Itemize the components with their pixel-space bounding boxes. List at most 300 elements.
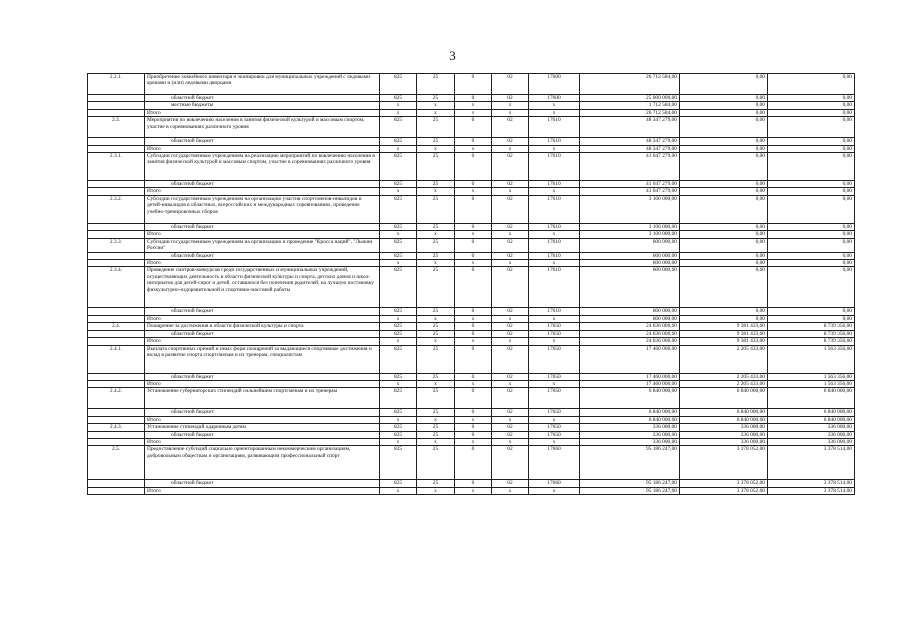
row-number-cell: 2.3.2.: [88, 195, 145, 223]
code-cell: 825: [380, 345, 417, 373]
amount-cell: 6 840 000,00: [580, 388, 680, 409]
code-cell: x: [492, 416, 529, 423]
code-cell: 825: [380, 95, 417, 102]
row-number-cell: [88, 308, 145, 315]
table-row: [88, 487, 855, 494]
row-number-cell: [88, 138, 145, 145]
code-cell: 25: [417, 95, 455, 102]
code-cell: 0: [455, 308, 492, 315]
code-cell: x: [455, 188, 492, 195]
code-cell: 825: [380, 138, 417, 145]
amount-cell: 8 739 356,00: [768, 323, 855, 330]
code-cell: 0: [455, 223, 492, 230]
code-cell: 17660: [529, 446, 580, 480]
description-cell: Итого: [145, 231, 380, 238]
row-number-cell: [88, 438, 145, 445]
code-cell: 0: [455, 74, 492, 95]
code-cell: x: [529, 338, 580, 345]
table-row: [88, 330, 855, 337]
code-cell: 17650: [529, 345, 580, 373]
description-cell: Субсидии государственным учреждениям на организацию и проведение "Кросса наций", "Лыжни России": [145, 238, 380, 252]
table-row: [88, 145, 855, 152]
code-cell: x: [417, 416, 455, 423]
code-cell: x: [417, 109, 455, 116]
amount-cell: 0,00: [768, 308, 855, 315]
code-cell: 02: [492, 345, 529, 373]
table-row: [88, 102, 855, 109]
table-row: [88, 388, 855, 409]
table-row: [88, 323, 855, 330]
amount-cell: 9 381 433,00: [680, 323, 768, 330]
amount-cell: 9 381 433,00: [680, 338, 768, 345]
table-row: [88, 95, 855, 102]
code-cell: 17610: [529, 308, 580, 315]
row-number-cell: 2.4.1.: [88, 345, 145, 373]
amount-cell: 600 000,00: [580, 238, 680, 252]
amount-cell: 1 563 356,00: [768, 380, 855, 387]
amount-cell: 0,00: [680, 260, 768, 267]
description-cell: Проведение смотров-конкурсов среди государственных и муниципальных учреждений, осуществляющих деятельность в области физической культуры и спорта, детских домов и школ-интернатов для детей-сирот и детей, оставшихся без попечения родителей, на лучшую постановку физкультурно-оздоровительной и спортивно-массовой работы: [145, 267, 380, 308]
code-cell: 17650: [529, 330, 580, 337]
code-cell: x: [492, 102, 529, 109]
table-row: [88, 424, 855, 431]
row-number-cell: [88, 95, 145, 102]
code-cell: x: [417, 438, 455, 445]
code-cell: 02: [492, 431, 529, 438]
amount-cell: 0,00: [768, 95, 855, 102]
code-cell: 25: [417, 238, 455, 252]
row-number-cell: [88, 145, 145, 152]
code-cell: 25: [417, 345, 455, 373]
amount-cell: 600 000,00: [580, 308, 680, 315]
code-cell: 17650: [529, 373, 580, 380]
amount-cell: 336 000,00: [680, 431, 768, 438]
description-cell: Итого: [145, 338, 380, 345]
code-cell: 0: [455, 330, 492, 337]
amount-cell: 6 840 000,00: [580, 409, 680, 416]
table-row: [88, 260, 855, 267]
code-cell: x: [380, 380, 417, 387]
description-cell: областной бюджет: [145, 409, 380, 416]
amount-cell: 0,00: [768, 102, 855, 109]
code-cell: x: [417, 487, 455, 494]
amount-cell: 41 047 279,00: [580, 181, 680, 188]
code-cell: x: [529, 487, 580, 494]
code-cell: x: [417, 380, 455, 387]
page-number: 3: [449, 48, 456, 63]
amount-cell: 48 347 279,00: [580, 117, 680, 138]
code-cell: x: [492, 145, 529, 152]
description-cell: областной бюджет: [145, 223, 380, 230]
code-cell: 25: [417, 446, 455, 480]
code-cell: x: [492, 109, 529, 116]
code-cell: 25: [417, 195, 455, 223]
amount-cell: 336 000,00: [768, 431, 855, 438]
code-cell: x: [380, 188, 417, 195]
description-cell: областной бюджет: [145, 373, 380, 380]
code-cell: x: [529, 109, 580, 116]
code-cell: 825: [380, 267, 417, 308]
code-cell: 0: [455, 153, 492, 181]
code-cell: 0: [455, 267, 492, 308]
code-cell: 0: [455, 446, 492, 480]
table-row: [88, 138, 855, 145]
code-cell: 0: [455, 480, 492, 487]
amount-cell: 0,00: [768, 188, 855, 195]
table-row: [88, 109, 855, 116]
row-number-cell: [88, 431, 145, 438]
amount-cell: 41 047 279,00: [580, 188, 680, 195]
amount-cell: 600 000,00: [580, 252, 680, 259]
table-row: [88, 438, 855, 445]
code-cell: 17610: [529, 117, 580, 138]
row-number-cell: [88, 315, 145, 322]
amount-cell: 2 205 433,00: [680, 373, 768, 380]
amount-cell: 6 840 000,00: [768, 388, 855, 409]
code-cell: 17650: [529, 424, 580, 431]
description-cell: Итого: [145, 438, 380, 445]
row-number-cell: 2.2.1.: [88, 74, 145, 95]
code-cell: 17650: [529, 409, 580, 416]
code-cell: 17650: [529, 431, 580, 438]
description-cell: областной бюджет: [145, 181, 380, 188]
amount-cell: 0,00: [768, 260, 855, 267]
row-number-cell: 2.3.3.: [88, 238, 145, 252]
code-cell: x: [417, 102, 455, 109]
code-cell: 25: [417, 388, 455, 409]
description-cell: Поощрение за достижения в области физической культуры и спорта: [145, 323, 380, 330]
description-cell: Установление губернаторских стипендий сильнейшим спортсменам и их тренерам: [145, 388, 380, 409]
amount-cell: 600 000,00: [580, 315, 680, 322]
amount-cell: 0,00: [768, 181, 855, 188]
table-row: [88, 446, 855, 480]
code-cell: 25: [417, 373, 455, 380]
row-number-cell: [88, 416, 145, 423]
code-cell: 02: [492, 252, 529, 259]
amount-cell: 25 000 000,00: [580, 95, 680, 102]
amount-cell: 48 347 279,00: [580, 145, 680, 152]
code-cell: 25: [417, 431, 455, 438]
code-cell: 17610: [529, 195, 580, 223]
code-cell: 825: [380, 409, 417, 416]
amount-cell: 0,00: [768, 223, 855, 230]
description-cell: Приобретение хоккейного инвентаря и экипировки для муниципальных учреждений с ледовыми аренами и (или) ледовыми дворцами: [145, 74, 380, 95]
amount-cell: 26 712 584,00: [580, 109, 680, 116]
description-cell: Субсидии государственным учреждениям на реализацию мероприятий по вовлечению населения в занятия физической культурой и массовым спортом, участие в соревнованиях различного уровня: [145, 153, 380, 181]
amount-cell: 2 205 433,00: [680, 380, 768, 387]
code-cell: 25: [417, 267, 455, 308]
code-cell: x: [380, 315, 417, 322]
row-number-cell: [88, 409, 145, 416]
row-number-cell: [88, 252, 145, 259]
code-cell: x: [492, 438, 529, 445]
amount-cell: 6 840 000,00: [768, 416, 855, 423]
code-cell: 0: [455, 323, 492, 330]
row-number-cell: [88, 102, 145, 109]
code-cell: 02: [492, 480, 529, 487]
code-cell: x: [492, 260, 529, 267]
code-cell: 825: [380, 223, 417, 230]
description-cell: областной бюджет: [145, 138, 380, 145]
code-cell: 17610: [529, 252, 580, 259]
amount-cell: 0,00: [768, 153, 855, 181]
row-number-cell: [88, 480, 145, 487]
description-cell: областной бюджет: [145, 431, 380, 438]
code-cell: x: [492, 487, 529, 494]
code-cell: 02: [492, 446, 529, 480]
row-number-cell: [88, 223, 145, 230]
code-cell: 0: [455, 388, 492, 409]
code-cell: 825: [380, 308, 417, 315]
table-row: [88, 380, 855, 387]
code-cell: 825: [380, 195, 417, 223]
code-cell: 02: [492, 323, 529, 330]
row-number-cell: [88, 373, 145, 380]
table-row: [88, 231, 855, 238]
amount-cell: 26 712 584,00: [580, 74, 680, 95]
code-cell: 02: [492, 267, 529, 308]
description-cell: областной бюджет: [145, 308, 380, 315]
amount-cell: 0,00: [768, 252, 855, 259]
description-cell: Установление стипендий одаренным детям: [145, 424, 380, 431]
amount-cell: 95 186 247,00: [580, 446, 680, 480]
row-number-cell: 2.4.: [88, 323, 145, 330]
row-number-cell: [88, 487, 145, 494]
code-cell: 02: [492, 238, 529, 252]
table-row: [88, 267, 855, 308]
code-cell: 02: [492, 195, 529, 223]
code-cell: 825: [380, 153, 417, 181]
row-number-cell: 2.5.: [88, 446, 145, 480]
table-row: [88, 416, 855, 423]
amount-cell: 1 563 356,00: [768, 345, 855, 373]
amount-cell: 0,00: [680, 117, 768, 138]
amount-cell: 336 000,00: [768, 424, 855, 431]
amount-cell: 336 000,00: [580, 438, 680, 445]
code-cell: x: [492, 380, 529, 387]
code-cell: 17610: [529, 138, 580, 145]
row-number-cell: 2.3.: [88, 117, 145, 138]
code-cell: x: [417, 338, 455, 345]
code-cell: 825: [380, 446, 417, 480]
code-cell: x: [380, 231, 417, 238]
amount-cell: 0,00: [680, 195, 768, 223]
description-cell: Итого: [145, 315, 380, 322]
code-cell: 825: [380, 480, 417, 487]
code-cell: 17600: [529, 74, 580, 95]
amount-cell: 0,00: [768, 145, 855, 152]
amount-cell: 6 840 000,00: [680, 388, 768, 409]
amount-cell: 336 000,00: [768, 438, 855, 445]
code-cell: x: [380, 102, 417, 109]
code-cell: 25: [417, 330, 455, 337]
code-cell: 17600: [529, 95, 580, 102]
code-cell: 0: [455, 409, 492, 416]
code-cell: x: [455, 338, 492, 345]
code-cell: 02: [492, 138, 529, 145]
row-number-cell: [88, 231, 145, 238]
code-cell: 25: [417, 480, 455, 487]
code-cell: 02: [492, 95, 529, 102]
row-number-cell: 2.3.4.: [88, 267, 145, 308]
description-cell: Предоставление субсидий социально ориентированным некоммерческим организациям, добровольным обществам и организациям, развивающим профессиональный спорт: [145, 446, 380, 480]
code-cell: 17650: [529, 323, 580, 330]
amount-cell: 0,00: [768, 138, 855, 145]
code-cell: 25: [417, 252, 455, 259]
code-cell: 25: [417, 223, 455, 230]
table-row: [88, 153, 855, 181]
amount-cell: 95 186 247,00: [580, 480, 680, 487]
row-number-cell: [88, 260, 145, 267]
code-cell: 02: [492, 181, 529, 188]
code-cell: 17660: [529, 480, 580, 487]
code-cell: x: [417, 145, 455, 152]
amount-cell: 0,00: [680, 223, 768, 230]
code-cell: x: [455, 145, 492, 152]
code-cell: 825: [380, 117, 417, 138]
row-number-cell: [88, 181, 145, 188]
amount-cell: 0,00: [768, 231, 855, 238]
row-number-cell: 2.4.2.: [88, 388, 145, 409]
code-cell: 0: [455, 138, 492, 145]
row-number-cell: [88, 330, 145, 337]
code-cell: 02: [492, 308, 529, 315]
amount-cell: 3 378 052,00: [680, 487, 768, 494]
code-cell: 0: [455, 345, 492, 373]
code-cell: 02: [492, 117, 529, 138]
code-cell: 02: [492, 74, 529, 95]
code-cell: 825: [380, 252, 417, 259]
code-cell: x: [529, 380, 580, 387]
table-row: [88, 238, 855, 252]
code-cell: x: [417, 315, 455, 322]
amount-cell: 0,00: [680, 315, 768, 322]
code-cell: 17610: [529, 267, 580, 308]
row-number-cell: [88, 338, 145, 345]
amount-cell: 0,00: [680, 231, 768, 238]
description-cell: местные бюджеты: [145, 102, 380, 109]
description-cell: Итого: [145, 416, 380, 423]
table-row: [88, 188, 855, 195]
code-cell: x: [529, 416, 580, 423]
code-cell: x: [380, 487, 417, 494]
description-cell: Итого: [145, 145, 380, 152]
description-cell: Субсидии государственным учреждениям на организацию участия спортсменов-инвалидов и детей-инвалидов в областных, всероссийских и международных соревнованиях, проведение учебно-тренировочных сборов: [145, 195, 380, 223]
row-number-cell: 2.4.3.: [88, 424, 145, 431]
table-row: [88, 431, 855, 438]
code-cell: 0: [455, 373, 492, 380]
amount-cell: 0,00: [768, 238, 855, 252]
code-cell: 17610: [529, 238, 580, 252]
amount-cell: 24 636 000,00: [580, 323, 680, 330]
description-cell: Итого: [145, 188, 380, 195]
code-cell: 02: [492, 424, 529, 431]
code-cell: 17610: [529, 223, 580, 230]
code-cell: x: [380, 338, 417, 345]
code-cell: 0: [455, 252, 492, 259]
table-row: [88, 315, 855, 322]
amount-cell: 600 000,00: [580, 260, 680, 267]
code-cell: 25: [417, 138, 455, 145]
amount-cell: 0,00: [768, 195, 855, 223]
amount-cell: 3 100 000,00: [580, 223, 680, 230]
code-cell: 0: [455, 181, 492, 188]
amount-cell: 6 840 000,00: [680, 416, 768, 423]
code-cell: 02: [492, 373, 529, 380]
amount-cell: 0,00: [680, 138, 768, 145]
code-cell: 825: [380, 388, 417, 409]
description-cell: Мероприятия по вовлечению населения в занятия физической культурой и массовым спортом, участие в соревнованиях различного уровня: [145, 117, 380, 138]
amount-cell: 8 739 356,00: [768, 330, 855, 337]
amount-cell: 0,00: [680, 188, 768, 195]
code-cell: x: [455, 260, 492, 267]
amount-cell: 0,00: [768, 74, 855, 95]
amount-cell: 0,00: [768, 315, 855, 322]
table-row: [88, 338, 855, 345]
code-cell: 25: [417, 74, 455, 95]
code-cell: x: [529, 188, 580, 195]
amount-cell: 1 712 584,00: [580, 102, 680, 109]
code-cell: x: [455, 438, 492, 445]
code-cell: 17610: [529, 181, 580, 188]
code-cell: 25: [417, 424, 455, 431]
amount-cell: 3 378 052,00: [680, 446, 768, 480]
table-row: [88, 223, 855, 230]
description-cell: областной бюджет: [145, 480, 380, 487]
code-cell: x: [529, 145, 580, 152]
code-cell: x: [455, 315, 492, 322]
description-cell: областной бюджет: [145, 330, 380, 337]
code-cell: 825: [380, 323, 417, 330]
amount-cell: 3 100 000,00: [580, 231, 680, 238]
code-cell: x: [380, 416, 417, 423]
amount-cell: 3 378 514,00: [768, 487, 855, 494]
code-cell: x: [455, 416, 492, 423]
code-cell: 825: [380, 373, 417, 380]
amount-cell: 0,00: [768, 109, 855, 116]
table-row: [88, 74, 855, 95]
amount-cell: 336 000,00: [580, 424, 680, 431]
amount-cell: 0,00: [680, 267, 768, 308]
code-cell: x: [492, 231, 529, 238]
code-cell: x: [380, 260, 417, 267]
amount-cell: 0,00: [680, 238, 768, 252]
code-cell: 825: [380, 181, 417, 188]
amount-cell: 0,00: [680, 181, 768, 188]
amount-cell: 0,00: [680, 74, 768, 95]
amount-cell: 0,00: [680, 308, 768, 315]
code-cell: 02: [492, 330, 529, 337]
amount-cell: 2 205 433,00: [680, 345, 768, 373]
code-cell: 0: [455, 117, 492, 138]
code-cell: x: [455, 380, 492, 387]
table-row: [88, 409, 855, 416]
amount-cell: 3 100 000,00: [580, 195, 680, 223]
amount-cell: 0,00: [680, 95, 768, 102]
code-cell: 0: [455, 424, 492, 431]
amount-cell: 0,00: [680, 145, 768, 152]
amount-cell: 17 460 000,00: [580, 380, 680, 387]
description-cell: Итого: [145, 487, 380, 494]
amount-cell: 0,00: [768, 117, 855, 138]
table-row: [88, 252, 855, 259]
code-cell: 17610: [529, 153, 580, 181]
amount-cell: 6 840 000,00: [680, 409, 768, 416]
amount-cell: 0,00: [680, 109, 768, 116]
code-cell: 0: [455, 431, 492, 438]
code-cell: 25: [417, 308, 455, 315]
code-cell: x: [455, 102, 492, 109]
